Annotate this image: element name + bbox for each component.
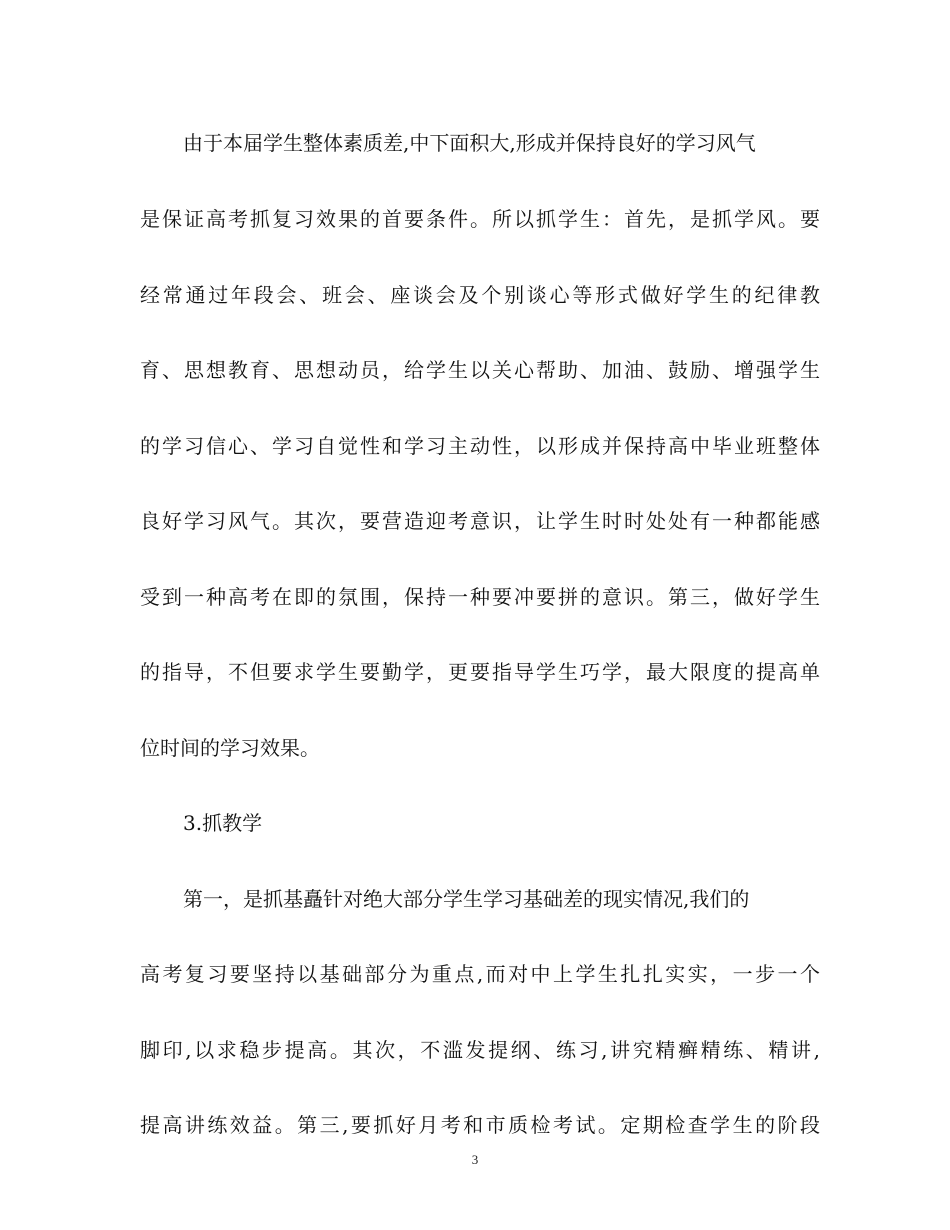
section-heading: 3.抓教学: [183, 811, 263, 835]
page-number: 3: [471, 1152, 479, 1167]
paragraph-line-6: 良好学习风气。其次，要营造迎考意识，让学生时时处处有一种都能感: [140, 509, 820, 533]
paragraph-line-13: 提高讲练效益。第三,要抓好月考和市质检考试。定期检查学生的阶段: [140, 1113, 820, 1137]
paragraph-line-2: 是保证高考抓复习效果的首要条件。所以抓学生：首先，是抓学风。要: [140, 207, 820, 231]
paragraph-line-12: 脚印,以求稳步提高。其次，不滥发提纲、练习,讲究精癣精练、精讲,: [140, 1038, 820, 1062]
paragraph-line-4: 育、思想教育、思想动员，给学生以关心帮助、加油、鼓励、增强学生: [140, 358, 820, 382]
paragraph-line-5: 的学习信心、学习自觉性和学习主动性，以形成并保持高中毕业班整体: [140, 434, 820, 458]
paragraph-line-7: 受到一种高考在即的氛围，保持一种要冲要拼的意识。第三，做好学生: [140, 585, 820, 609]
paragraph-line-8: 的指导，不但要求学生要勤学，更要指导学生巧学，最大限度的提高单: [140, 660, 820, 684]
paragraph-line-9: 位时间的学习效果。: [140, 736, 320, 760]
paragraph-line-10: 第一，是抓基矗针对绝大部分学生学习基础差的现实情况,我们的: [183, 887, 750, 911]
paragraph-line-3: 经常通过年段会、班会、座谈会及个别谈心等形式做好学生的纪律教: [140, 283, 820, 307]
paragraph-line-11: 高考复习要坚持以基础部分为重点,而对中上学生扎扎实实，一步一个: [140, 962, 820, 986]
paragraph-line-1: 由于本届学生整体素质差,中下面积大,形成并保持良好的学习风气: [183, 131, 756, 155]
